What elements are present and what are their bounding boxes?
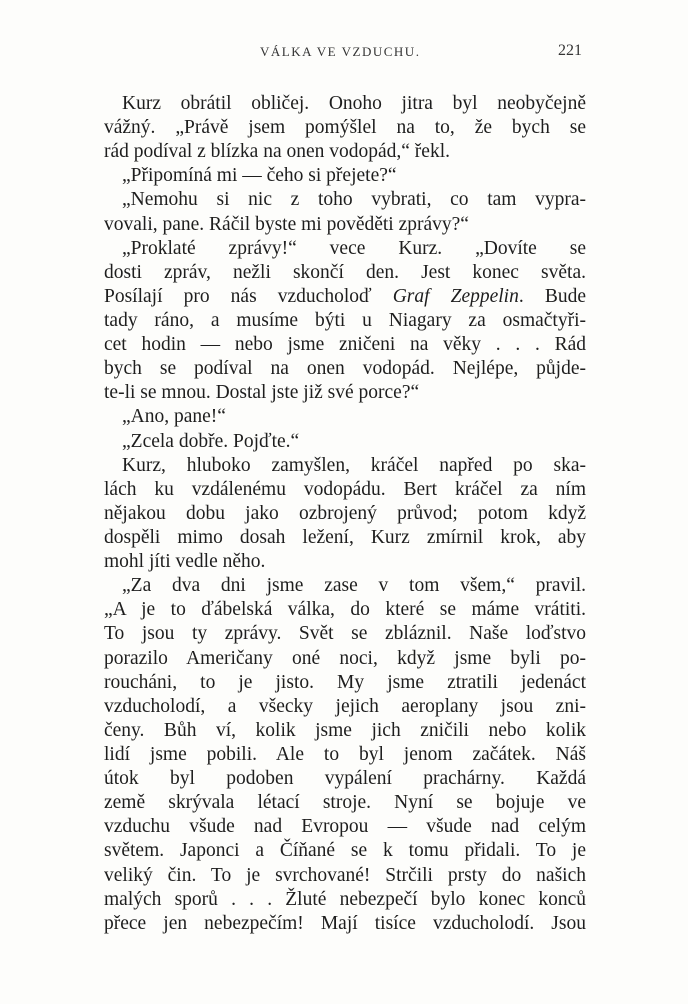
- text-line: světem. Japonci a Číňané se k tomu přidali. To je: [104, 840, 586, 862]
- text-line: veliký čin. To je svrchované! Strčili prsty do našich: [104, 864, 586, 886]
- text-line: „Ano, pane!“: [122, 406, 226, 428]
- text-line: Posílají pro nás vzducholoď Graf Zeppelin. Bude: [104, 285, 586, 307]
- text-line: Kurz obrátil obličej. Onoho jitra byl neobyčejně: [122, 93, 586, 114]
- body-text: [104, 92, 586, 936]
- text-line: vzducholodí, a všecky jejich aeroplany jsou zni-: [104, 695, 586, 717]
- text-line: cet hodin — nebo jsme zničeni na věky . . . Rád: [104, 334, 586, 356]
- text-line: te-li se mnou. Dostal jste již své porce?“: [104, 382, 420, 404]
- text-line: tady ráno, a musíme býti u Niagary za osmačtyři-: [104, 309, 586, 331]
- text-line: útok byl podoben vypálení prachárny. Každá: [104, 768, 586, 790]
- text-line: dosti zpráv, nežli skončí den. Jest konec světa.: [104, 261, 586, 283]
- text-line: země skrývala létací stroje. Nyní se bojuje ve: [104, 792, 586, 814]
- text-line: dospěli mimo dosah ležení, Kurz zmírnil krok, aby: [104, 526, 586, 548]
- text-line: bych se podíval na onen vodopád. Nejlépe, půjde-: [104, 358, 586, 380]
- text-line: mohl jíti vedle něho.: [104, 551, 266, 573]
- text-line: přece jen nebezpečím! Mají tisíce vzducholodí. Jsou: [104, 912, 586, 934]
- text-line: vzduchu všude nad Evropou — všude nad celým: [104, 816, 586, 838]
- text-line: To jsou ty zprávy. Svět se zbláznil. Naše loďstvo: [104, 623, 586, 645]
- text-line: malých sporů . . . Žluté nebezpečí bylo konec konců: [104, 888, 586, 910]
- text-line: „Nemohu si nic z toho vybrati, co tam vypra-: [122, 189, 586, 211]
- text-line: „Zcela dobře. Pojďte.“: [122, 430, 300, 452]
- text-line: „Za dva dni jsme zase v tom všem,“ pravil.: [122, 575, 586, 597]
- text-line: roucháni, to je jisto. My jsme ztratili jedenáct: [104, 671, 586, 693]
- text-line: porazilo Američany oné noci, když jsme byli po-: [104, 647, 586, 669]
- text-line: „Připomíná mi — čeho si přejete?“: [122, 165, 397, 187]
- ship-name: Graf Zeppelin: [392, 285, 519, 307]
- text-line: rád podíval z blízka na onen vodopád,“ řekl.: [104, 141, 451, 163]
- text-line: „Proklaté zprávy!“ vece Kurz. „Dovíte se: [122, 237, 586, 259]
- text-line: „A je to ďábelská válka, do které se máme vrátiti.: [104, 599, 586, 621]
- text-line: lách ku vzdálenému vodopádu. Bert kráčel za ním: [104, 478, 586, 500]
- text-line: vovali, pane. Ráčil byste mi pověděti zprávy?“: [104, 213, 469, 235]
- text-line: lidí jsme pobili. Ale to byl jenom začátek. Náš: [104, 743, 586, 765]
- text-line: nějakou dobu jako ozbrojený průvod; potom když: [104, 502, 586, 524]
- text-line: Kurz, hluboko zamyšlen, kráčel napřed po ska-: [122, 454, 586, 476]
- text-line: vážný. „Právě jsem pomýšlel na to, že bych se: [104, 117, 586, 139]
- running-title: VÁLKA VE VZDUCHU.: [260, 44, 421, 59]
- text-line: čeny. Bůh ví, kolik jsme jich zničili nebo kolik: [104, 719, 586, 741]
- page-number: 221: [558, 42, 582, 59]
